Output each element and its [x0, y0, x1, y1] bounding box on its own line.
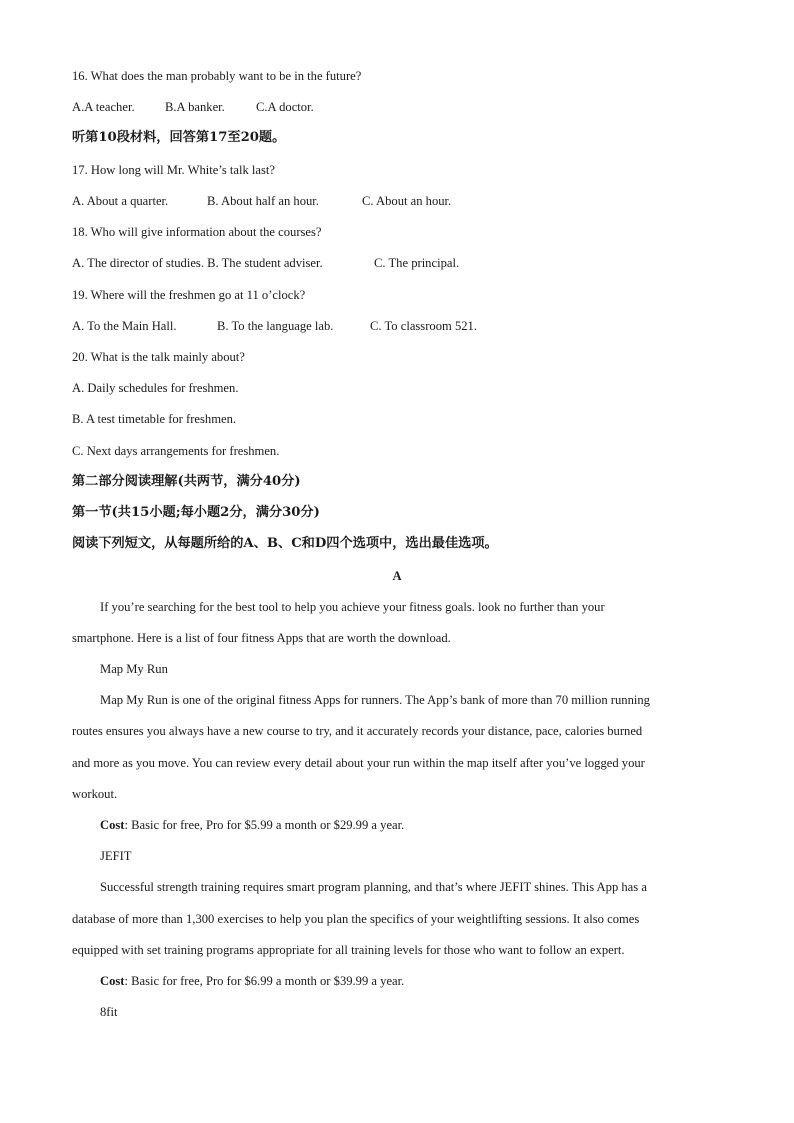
passage-label: A — [392, 569, 402, 583]
option-a: A.A teacher. — [72, 100, 135, 114]
question-20-option-a: A. Daily schedules for freshmen. — [72, 381, 239, 395]
option-b: B. About half an hour. — [207, 194, 319, 208]
option-a: A. About a quarter. — [72, 194, 169, 208]
app-2-name: JEFIT — [100, 849, 132, 863]
app-1-desc-line-1: Map My Run is one of the original fitness Apps for runners. The App’s bank of more than 70 million running — [100, 693, 650, 707]
question-20-option-b: B. A test timetable for freshmen. — [72, 412, 237, 426]
question-16: 16. What does the man probably want to be in the future? — [72, 69, 362, 83]
question-20: 20. What is the talk mainly about? — [72, 350, 245, 364]
app-2-desc-line-1: Successful strength training requires smart program planning, and that’s where JEFIT shines. This App has a — [100, 880, 647, 894]
app-2-cost — [100, 973, 404, 989]
intro-line-1: If you’re searching for the best tool to help you achieve your fitness goals. look no further than your — [100, 600, 605, 614]
option-c: C. The principal. — [374, 256, 460, 270]
question-18-options — [72, 255, 460, 271]
question-17-options — [72, 193, 452, 209]
option-c: C.A doctor. — [256, 100, 314, 114]
app-1-desc-line-2: routes ensures you always have a new course to try, and it accurately records your distance, pace, calories burned — [72, 724, 643, 738]
option-b: B.A banker. — [165, 100, 225, 114]
section-10-header: 听第10段材料，回答第17至20题。 — [72, 130, 286, 145]
app-1-cost — [100, 817, 404, 833]
question-18: 18. Who will give information about the courses? — [72, 225, 322, 239]
question-17: 17. How long will Mr. White’s talk last? — [72, 163, 275, 177]
question-16-options — [72, 99, 314, 115]
question-19-options — [72, 318, 477, 334]
app-1-name: Map My Run — [100, 662, 168, 676]
app-2-desc-line-2: database of more than 1,300 exercises to help you plan the specifics of your weightlifting sessions. It also comes — [72, 912, 640, 926]
option-b: B. To the language lab. — [217, 319, 334, 333]
cost-label: Cost — [100, 974, 125, 988]
cost-text: : Basic for free, Pro for $6.99 a month or $39.99 a year. — [124, 974, 405, 988]
option-c: C. To classroom 521. — [370, 319, 477, 333]
intro-line-2: smartphone. Here is a list of four fitness Apps that are worth the download. — [72, 631, 451, 645]
question-20-option-c: C. Next days arrangements for freshmen. — [72, 444, 280, 458]
app-1-desc-line-3: and more as you move. You can review every detail about your run within the map itself after you’ve logged your — [72, 756, 645, 770]
app-3-name: 8fit — [100, 1005, 118, 1019]
option-a: A. To the Main Hall. — [72, 319, 177, 333]
section-1-header: 第一节(共15小题;每小题2分，满分30分) — [72, 505, 320, 520]
app-2-desc-line-3: equipped with set training programs appropriate for all training levels for those who want to follow an expert. — [72, 943, 625, 957]
question-19: 19. Where will the freshmen go at 11 o’clock? — [72, 288, 306, 302]
option-a-b: A. The director of studies. B. The student adviser. — [72, 256, 323, 270]
option-c: C. About an hour. — [362, 194, 452, 208]
instructions: 阅读下列短文，从每题所给的A、B、C和D四个选项中，选出最佳选项。 — [72, 536, 498, 551]
cost-label: Cost — [100, 818, 125, 832]
app-1-desc-line-4: workout. — [72, 787, 118, 801]
part-2-header: 第二部分阅读理解(共两节，满分40分) — [72, 474, 301, 489]
cost-text: : Basic for free, Pro for $5.99 a month or $29.99 a year. — [124, 818, 405, 832]
